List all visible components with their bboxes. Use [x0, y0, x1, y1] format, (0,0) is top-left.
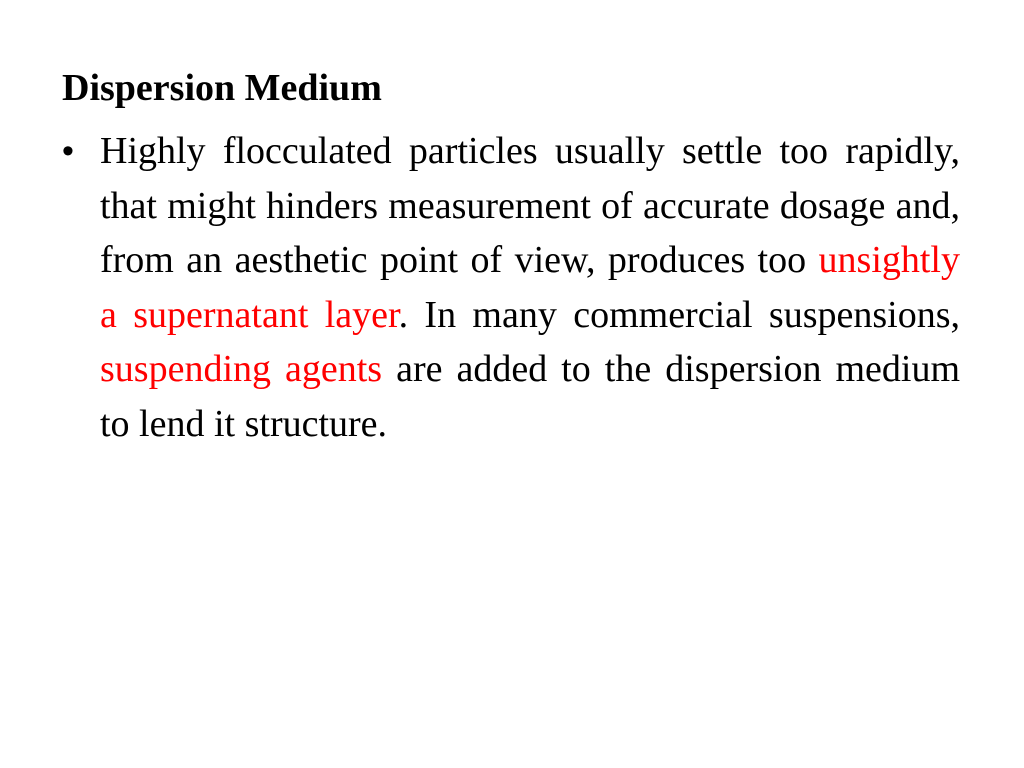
highlight-suspending-agents: suspending agents [100, 348, 383, 390]
bullet-item [62, 124, 960, 451]
bullet-text-segment-3: . In many commercial suspensions, [398, 293, 960, 336]
highlight-supernatant-layer: unsightly a supernatant layer [100, 239, 960, 336]
slide-title: Dispersion Medium [62, 67, 382, 109]
bullet-list [62, 124, 960, 451]
bullet-dot-icon: • [62, 132, 74, 170]
bullet-text-segment-5: are added to the dispersion medium to lend it structure. [100, 348, 960, 445]
bullet-text-segment-1: Highly flocculated particles usually settle too rapidly, that might hinders measurement of accurate dosage and, from an aesthetic point of view, produces too [100, 130, 960, 281]
